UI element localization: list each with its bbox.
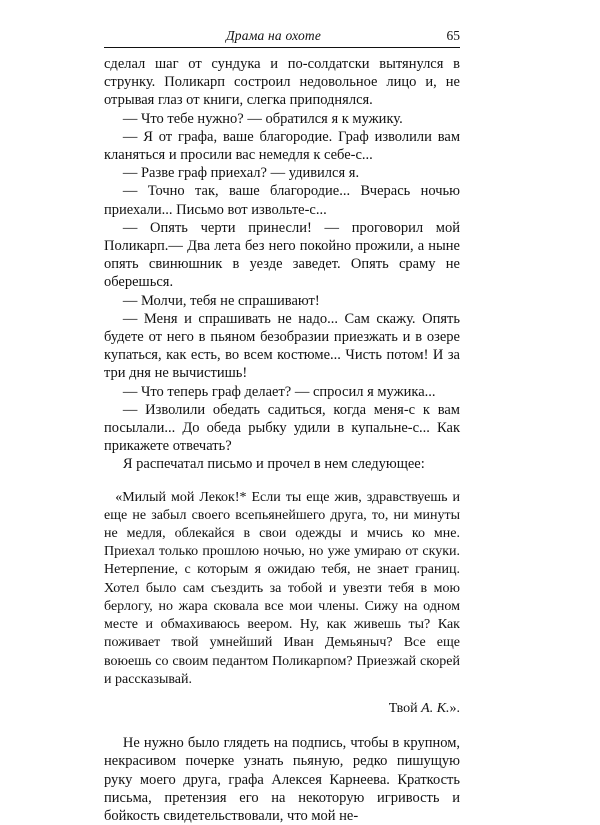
paragraph: Я распечатал письмо и прочел в нем следующее: xyxy=(122,456,425,473)
dialogue-line: — Что тебе нужно? — обратился я к мужику. xyxy=(122,110,403,127)
paragraph: сделал шаг от сундука и по-солдатски вытянулся в струнку. Поликарп состроил недовольное лицо и, не отрывая глаз от книги, слегка приподнялся. xyxy=(104,56,460,109)
dialogue-line: — Точно так, ваше благородие... Вчерась ночью приехали... Письмо вот извольте-с... xyxy=(104,183,460,218)
page-number: 65 xyxy=(446,28,460,43)
signature-initials: А. К. xyxy=(421,700,450,716)
letter-signature xyxy=(104,700,460,718)
running-header xyxy=(104,28,460,48)
signature-suffix: ». xyxy=(449,700,460,716)
letter-block xyxy=(104,489,460,718)
running-title: Драма на охоте xyxy=(226,28,322,43)
dialogue-line: — Опять черти принесли! — проговорил мой Поликарп.— Два лета без него покойно прожили, а ныне опять свинюшник в уезде заведет. Опять сраму не оберешься. xyxy=(104,219,460,291)
dialogue-line: — Молчи, тебя не спрашивают! xyxy=(122,292,320,309)
paragraph: Не нужно было глядеть на подпись, чтобы в крупном, некрасивом почерке узнать пьяную, редко пишущую руку моего друга, графа Алексея Карнеева. Краткость письма, претензия его на некоторую игривость и бойкость свидетельствовали, что мой не- xyxy=(104,735,460,824)
dialogue-line: — Меня и спрашивать не надо... Сам скажу. Опять будете от него в пьяном безобразии приезжать и в озере купаться, как есть, во всем костюме... Чисть потом! И за три дня не вычистишь! xyxy=(104,310,460,382)
dialogue-line: — Изволили обедать садиться, когда меня-с к вам посылали... До обеда рыбку удили в купальне-с... Как прикажете отвечать? xyxy=(104,401,460,455)
dialogue-line: — Разве граф приехал? — удивился я. xyxy=(122,165,360,182)
dialogue-line: — Что теперь граф делает? — спросил я мужика... xyxy=(122,383,436,400)
body-text xyxy=(104,55,460,825)
signature-prefix: Твой xyxy=(388,700,422,716)
letter-text: «Милый мой Лекок!* Если ты еще жив, здравствуешь и еще не забыл своего всепьянейшего друга, то, ни минуты не медля, облекайся в свои одежды и мчись ко мне. Приехал только прошлою ночью, но уже умираю от скуки. Нетерпение, с которым я ожидаю тебя, не знает границ. Хотел было сам съездить за тобой и увезти тебя в мою берлогу, но жара сковала все мои члены. Сижу на одном месте и обмахиваюсь веером. Ну, как живешь ты? Как поживает твой умнейший Иван Демьяныч? Все еще воюешь со своим педантом Поликарпом? Приезжай скорей и рассказывай. xyxy=(104,489,460,687)
header-rule xyxy=(104,47,460,48)
dialogue-line: — Я от графа, ваше благородие. Граф изволили вам кланяться и просили вас немедля к себе-с... xyxy=(104,128,460,164)
